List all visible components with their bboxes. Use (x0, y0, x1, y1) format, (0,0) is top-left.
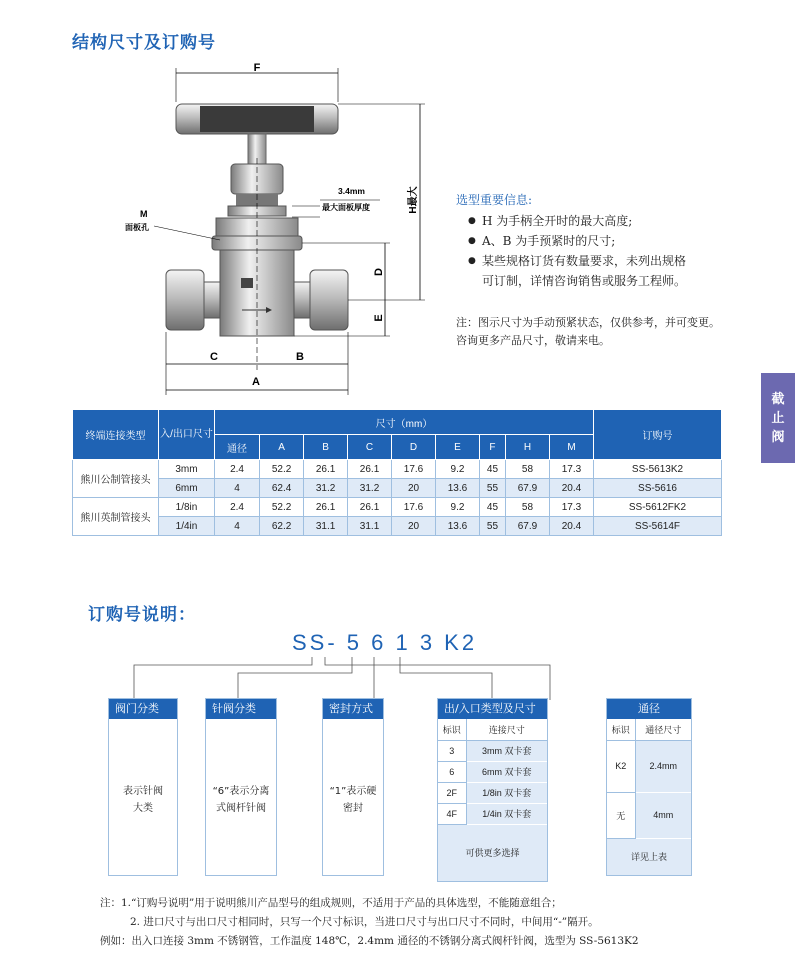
box-text: “6”表示分离 (212, 786, 270, 797)
header-port: 入/出口尺寸 (159, 410, 215, 460)
port-desc: 1/8in 双卡套 (466, 782, 547, 803)
drawing-note (456, 314, 720, 350)
dim-cell: 52.2 (260, 460, 304, 479)
dim-cell: 20.4 (549, 479, 593, 498)
dim-cell: 17.3 (549, 498, 593, 517)
label-panel-hole: 面板孔 (125, 223, 149, 232)
table-row (73, 479, 722, 498)
dim-cell: 45 (479, 498, 505, 517)
connection-type-cell: 熊川公制管接头 (73, 460, 159, 498)
dim-cell: 31.2 (304, 479, 348, 498)
subheader: C (348, 435, 392, 460)
dim-cell: 55 (479, 517, 505, 536)
dim-cell: 58 (506, 498, 550, 517)
box-text: 密封 (343, 803, 363, 814)
label-C: C (210, 351, 218, 363)
dim-cell: 20 (392, 479, 436, 498)
dim-cell: 26.1 (348, 498, 392, 517)
box-title: 针阀分类 (206, 699, 276, 719)
dim-cell: 13.6 (435, 517, 479, 536)
order-cell: SS-5613K2 (594, 460, 722, 479)
port-key: 6 (438, 761, 466, 782)
port-cell: 1/8in (159, 498, 215, 517)
selection-info (456, 190, 686, 291)
label-A: A (252, 376, 260, 388)
port-more: 可供更多选择 (438, 825, 547, 881)
dim-cell: 31.1 (348, 517, 392, 536)
dim-cell: 52.2 (260, 498, 304, 517)
info-title: 选型重要信息: (456, 193, 533, 207)
table-row (73, 517, 722, 536)
side-tab-char: 阀 (771, 429, 785, 445)
connection-type-cell: 熊川英制管接头 (73, 498, 159, 536)
dim-cell: 67.9 (506, 479, 550, 498)
label-F: F (253, 62, 261, 74)
dim-cell: 62.4 (260, 479, 304, 498)
bore-desc: 2.4mm (635, 740, 691, 792)
subheader: F (479, 435, 505, 460)
subheader: B (304, 435, 348, 460)
order-code: SS- 5 6 1 3 K2 (292, 630, 478, 655)
box-valve-category (108, 698, 178, 876)
label-H: H最大 (408, 186, 419, 214)
order-cell: SS-5614F (594, 517, 722, 536)
order-cell: SS-5616 (594, 479, 722, 498)
dim-cell: 31.2 (348, 479, 392, 498)
box-needle-category (205, 698, 277, 876)
port-key: 4F (438, 803, 466, 824)
footnote: 注：1.“订购号说明”用于说明熊川产品型号的组成规则，不适用于产品的具体选型，不能随意组合； (100, 897, 562, 909)
subheader: M (549, 435, 593, 460)
footnote: 例如：出入口连接 3mm 不锈钢管，工作温度 148℃，2.4mm 通径的不锈钢分离式阀杆针阀，选型为 SS-5613K2 (100, 935, 639, 947)
dim-cell: 17.6 (392, 498, 436, 517)
info-item: ● 某些规格订货有数量要求，未列出规格 (468, 251, 686, 271)
label-thickness: 最大面板厚度 (322, 203, 370, 212)
port-table (438, 719, 547, 825)
info-item: ● H 为手柄全开时的最大高度; (468, 211, 686, 231)
box-bore (606, 698, 692, 876)
order-cell: SS-5612FK2 (594, 498, 722, 517)
dimension-table (72, 409, 722, 536)
dim-cell: 2.4 (215, 460, 260, 479)
box-title: 出/入口类型及尺寸 (438, 699, 547, 719)
box-title: 密封方式 (323, 699, 383, 719)
subheader: E (435, 435, 479, 460)
info-item-continued: 可订制，详情咨询销售或服务工程师。 (482, 274, 687, 288)
bore-key: 无 (607, 792, 635, 838)
port-head: 标识 (438, 719, 466, 740)
box-text: 大类 (133, 803, 153, 814)
bore-head: 通径尺寸 (635, 719, 691, 740)
dim-cell: 26.1 (304, 498, 348, 517)
note-line: 注：图示尺寸为手动预紧状态，仅供参考，并可变更。 (456, 316, 720, 329)
side-tab-char: 止 (771, 410, 785, 426)
footnote: 2. 进口尺寸与出口尺寸相同时，只写一个尺寸标识，当进口尺寸与出口尺寸不同时，中间用“-”隔开。 (130, 916, 599, 928)
bore-key: K2 (607, 740, 635, 792)
label-M: M (140, 209, 148, 219)
port-cell: 3mm (159, 460, 215, 479)
dim-cell: 4 (215, 479, 260, 498)
valve-dimension-drawing (120, 60, 440, 400)
port-desc: 6mm 双卡套 (466, 761, 547, 782)
dim-cell: 58 (506, 460, 550, 479)
dim-cell: 2.4 (215, 498, 260, 517)
dim-cell: 17.6 (392, 460, 436, 479)
label-thickness-value: 3.4mm (338, 186, 365, 196)
dim-cell: 26.1 (348, 460, 392, 479)
dim-cell: 67.9 (506, 517, 550, 536)
port-cell: 1/4in (159, 517, 215, 536)
dim-cell: 20.4 (549, 517, 593, 536)
port-cell: 6mm (159, 479, 215, 498)
dim-cell: 13.6 (435, 479, 479, 498)
dim-cell: 26.1 (304, 460, 348, 479)
box-text: 表示针阀 (123, 786, 163, 797)
note-line: 咨询更多产品尺寸，敬请来电。 (456, 334, 610, 347)
box-text: 式阀杆针阀 (216, 803, 266, 814)
dim-cell: 62.2 (260, 517, 304, 536)
label-B: B (296, 351, 304, 363)
subheader: D (392, 435, 436, 460)
label-E: E (373, 314, 385, 322)
order-title: 订购号说明： (88, 605, 196, 625)
side-tab-char: 截 (771, 391, 785, 407)
header-type: 终端连接类型 (73, 410, 159, 460)
dim-cell: 55 (479, 479, 505, 498)
label-D: D (373, 268, 385, 276)
port-desc: 1/4in 双卡套 (466, 803, 547, 824)
port-desc: 3mm 双卡套 (466, 740, 547, 761)
subheader: A (260, 435, 304, 460)
bore-more: 详见上表 (607, 839, 691, 875)
subheader: 通径 (215, 435, 260, 460)
table-row (73, 498, 722, 517)
port-key: 3 (438, 740, 466, 761)
box-title: 阀门分类 (109, 699, 177, 719)
subheader: H (506, 435, 550, 460)
dim-cell: 9.2 (435, 460, 479, 479)
info-item: ● A、B 为手预紧时的尺寸; (468, 231, 686, 251)
box-title: 通径 (607, 699, 691, 719)
dim-cell: 20 (392, 517, 436, 536)
bore-desc: 4mm (635, 792, 691, 838)
section-title: 结构尺寸及订购号 (72, 33, 216, 53)
port-head: 连接尺寸 (466, 719, 547, 740)
side-category-tab[interactable] (761, 373, 795, 463)
box-text: “1”表示硬 (329, 786, 377, 797)
dim-cell: 45 (479, 460, 505, 479)
dim-cell: 4 (215, 517, 260, 536)
box-seal-type (322, 698, 384, 876)
bore-table (607, 719, 691, 839)
box-port-type (437, 698, 548, 882)
header-order: 订购号 (594, 410, 722, 460)
header-dims: 尺寸（mm） (215, 410, 594, 435)
dim-cell: 9.2 (435, 498, 479, 517)
bore-head: 标识 (607, 719, 635, 740)
table-row (73, 460, 722, 479)
dim-cell: 31.1 (304, 517, 348, 536)
dim-cell: 17.3 (549, 460, 593, 479)
port-key: 2F (438, 782, 466, 803)
